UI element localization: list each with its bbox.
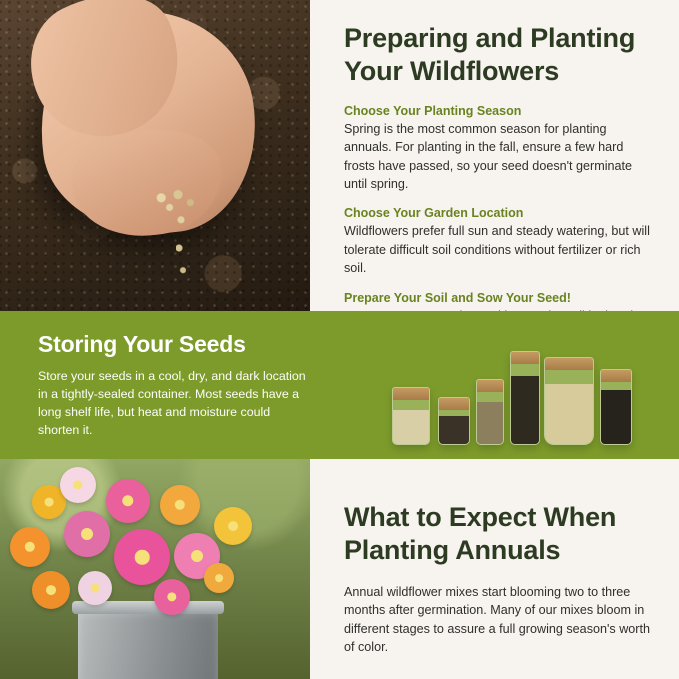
seed-fill-1 <box>393 410 429 444</box>
cork-2 <box>439 398 469 410</box>
flower-bouquet <box>2 467 302 632</box>
seeds-in-hand <box>150 185 206 217</box>
seed-fill-2 <box>439 416 469 444</box>
jar-6 <box>600 369 632 445</box>
section3-body: Annual wildflower mixes start blooming two to three months after germination. Many of our mixes bloom in different stages to assure a full growing season's worth of color. <box>344 584 650 654</box>
section2-body: Store your seeds in a cool, dry, and dark location in a tightly-sealed container. Most seeds have a long shelf life, but heat and moisture could shorten it. <box>38 369 306 437</box>
jar-1 <box>392 387 430 445</box>
cork-5 <box>545 358 593 370</box>
seed-fill-6 <box>601 390 631 444</box>
seed-fill-3 <box>477 402 503 444</box>
cork-1 <box>393 388 429 400</box>
flower <box>64 511 110 557</box>
jar-3 <box>476 379 504 445</box>
seed-fill-5 <box>545 384 593 444</box>
flower <box>154 579 190 615</box>
seed-fill-4 <box>511 376 539 444</box>
subheading-prepare-soil: Prepare Your Soil and Sow Your Seed! <box>344 290 571 305</box>
flower <box>160 485 200 525</box>
section2-title: Storing Your Seeds <box>38 331 246 357</box>
subheading-garden-location: Choose Your Garden Location <box>344 206 524 221</box>
section-storing-your-seeds <box>0 311 679 459</box>
hand-sowing-seeds-image <box>0 0 310 311</box>
falling-seeds <box>176 215 186 275</box>
body-garden-location: Wildflowers prefer full sun and steady watering, but will tolerate difficult soil conditions without fertilizer or rich soil. <box>344 224 650 276</box>
cork-6 <box>601 370 631 382</box>
section3-text <box>310 459 679 679</box>
flower <box>60 467 96 503</box>
section3-title: What to Expect When Planting Annuals <box>344 502 617 565</box>
flower <box>114 529 170 585</box>
section-what-to-expect <box>0 459 679 679</box>
section2-text <box>0 311 330 440</box>
jar-4 <box>510 351 540 445</box>
seed-jars-image <box>330 311 679 459</box>
jar-2 <box>438 397 470 445</box>
subheading-planting-season: Choose Your Planting Season <box>344 103 522 118</box>
section1-text <box>310 0 679 311</box>
body-planting-season: Spring is the most common season for planting annuals. For planting in the fall, ensure a few hard frosts have passed, so your seed doesn't germinate until spring. <box>344 121 633 191</box>
section1-title: Preparing and Planting Your Wildflowers <box>344 23 636 86</box>
flower <box>214 507 252 545</box>
cork-4 <box>511 352 539 364</box>
flower <box>106 479 150 523</box>
zinnia-bouquet-image <box>0 459 310 679</box>
jar-5 <box>544 357 594 445</box>
flower <box>78 571 112 605</box>
section-preparing-and-planting <box>0 0 679 311</box>
flower <box>204 563 234 593</box>
flower <box>10 527 50 567</box>
cork-3 <box>477 380 503 392</box>
flower <box>32 571 70 609</box>
